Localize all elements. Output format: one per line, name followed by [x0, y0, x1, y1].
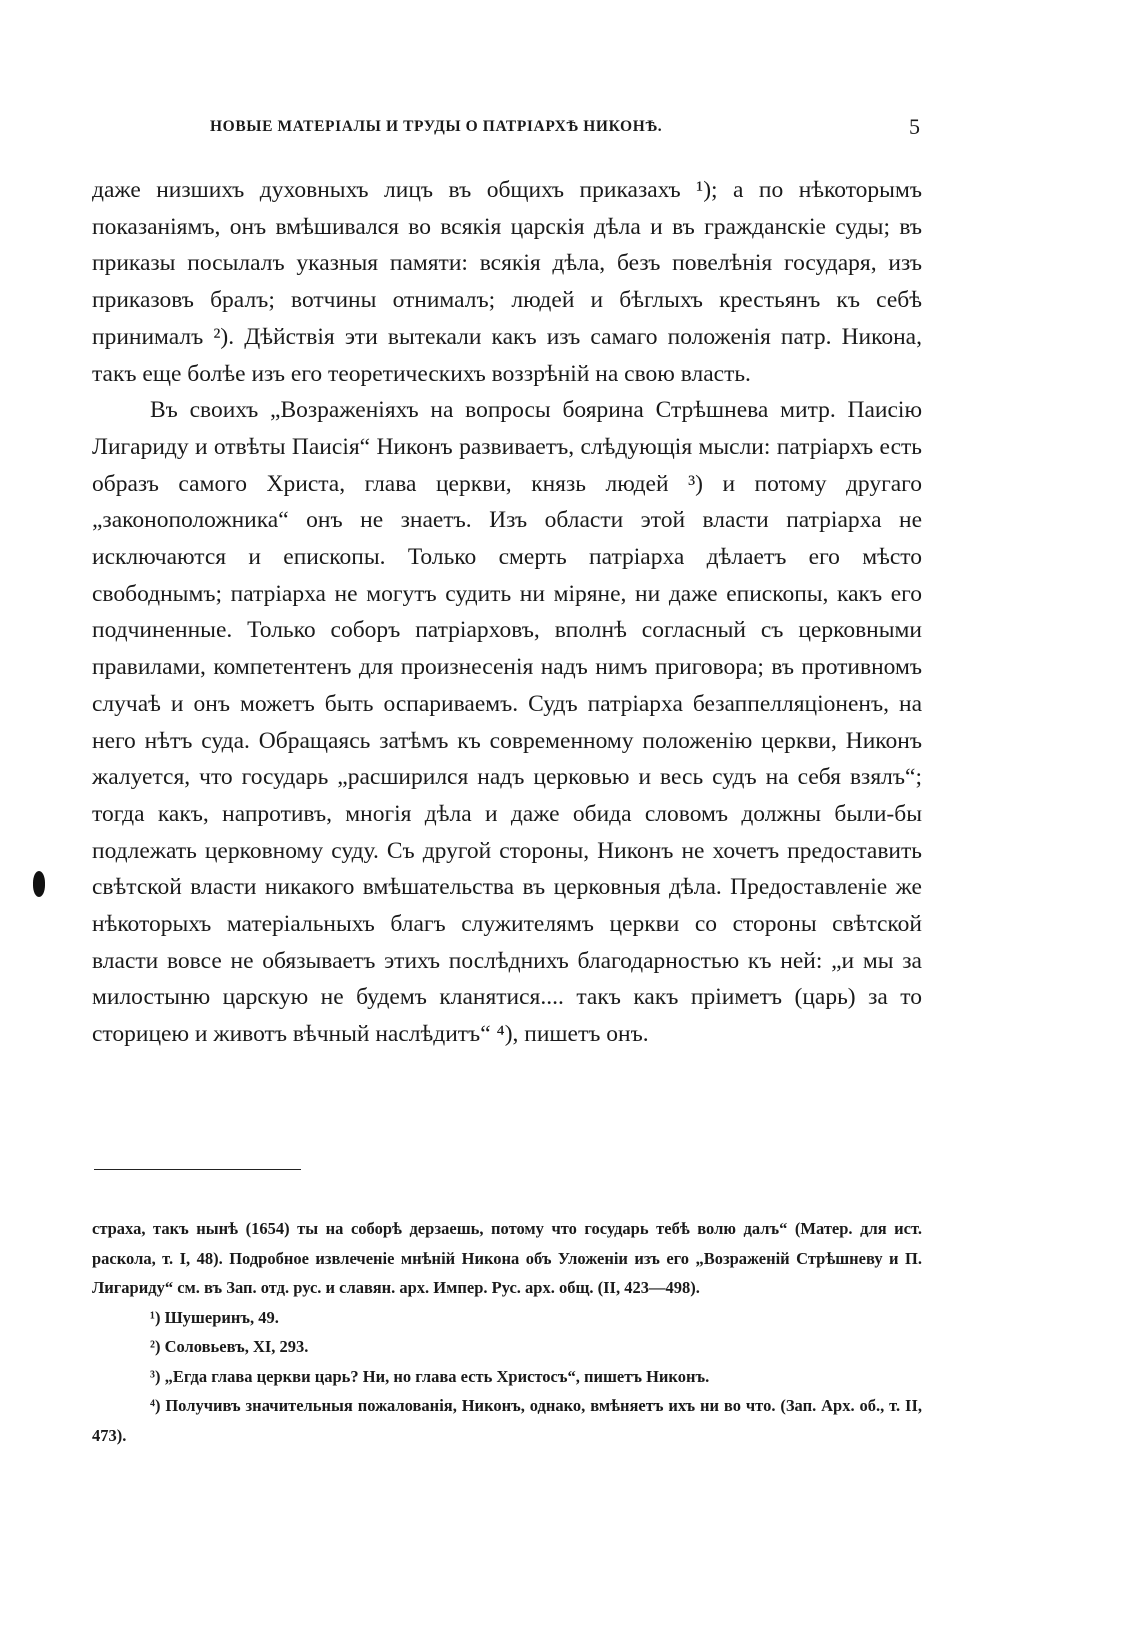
main-text [92, 172, 922, 1053]
page-header [92, 114, 920, 148]
footnote-2: ²) Соловьевъ, XI, 293. [150, 1337, 309, 1356]
paragraph-2: Въ своихъ „Возраженіяхъ на вопросы боярина Стрѣшнева митр. Паисію Лигариду и отвѣты Паисія“ Никонъ развиваетъ, слѣдующія мысли: патріархъ есть образъ самого Христа, глава церкви, князь людей ³) и потому другаго „законоположника“ онъ не знаетъ. Изъ области этой власти патріарха не исключаются и епископы. Только смерть патріарха дѣлаетъ его мѣсто свободнымъ; патріарха не могутъ судить ни міряне, ни даже епископы, какъ его подчиненные. Только соборъ патріарховъ, вполнѣ согласный съ церковными правилами, компетентенъ для произнесенія надъ нимъ приговора; въ противномъ случаѣ и онъ можетъ быть оспариваемъ. Судъ патріарха безаппелляціоненъ, на него нѣтъ суда. Обращаясь затѣмъ къ современному положенію церкви, Никонъ жалуется, что государь „расширился надъ церковью и весь судъ на себя взялъ“; тогда какъ, напротивъ, многія дѣла и даже обида словомъ должны были-бы подлежать церковному суду. Съ другой стороны, Никонъ не хочетъ предоставить свѣтской власти никакого вмѣшательства въ церковныя дѣла. Предоставленіе же нѣкоторыхъ матеріальныхъ благъ служителямъ церкви со стороны свѣтской власти вовсе не обязываетъ этихъ послѣднихъ благодарностью къ ней: „и мы за милостыню царскую не будемъ кланятися.... такъ какъ пріиметъ (царь) за то сторицею и животъ вѣчный наслѣдитъ“ ⁴), пишетъ онъ. [92, 397, 922, 1048]
footnote-3: ³) „Егда глава церкви царь? Ни, но глава есть Христосъ“, пишетъ Никонъ. [150, 1366, 710, 1386]
running-title: НОВЫЕ МАТЕРІАЛЫ И ТРУДЫ О ПАТРІАРХѢ НИКОНѢ. [210, 118, 663, 135]
footnote-1: ¹) Шушеринъ, 49. [150, 1307, 279, 1327]
footnote-continuation: страха, такъ нынѣ (1654) ты на соборѣ дерзаешь, потому что государь тебѣ волю далъ“ (Матер. для ист. раскола, т. I, 48). Подробное извлеченіе мнѣній Никона объ Уложеніи изъ его „Возраженій Стрѣшневу и П. Лигариду“ см. въ Зап. отд. рус. и славян. арх. Импер. Рус. арх. общ. (II, 423—498). [92, 1219, 922, 1297]
footnote-4: ⁴) Получивъ значительныя пожалованія, Никонъ, однако, вмѣняетъ ихъ ни во что. (Зап. Арх. об., т. II, 473). [92, 1396, 922, 1445]
ink-blot-mark [33, 871, 45, 897]
paragraph-1: даже низшихъ духовныхъ лицъ въ общихъ приказахъ ¹); а по нѣкоторымъ показаніямъ, онъ вмѣшивался во всякія царскія дѣла и въ гражданскіе суды; въ приказы посылалъ указныя памяти: всякія дѣла, безъ повелѣнія государя, изъ приказовъ бралъ; вотчины отнималъ; людей и бѣглыхъ крестьянъ къ себѣ принималъ ²). Дѣйствія эти вытекали какъ изъ самаго положенія патр. Никона, такъ еще болѣе изъ его теоретическихъ воззрѣній на свою власть. [92, 177, 922, 387]
footnotes [92, 1214, 922, 1450]
footnote-separator [94, 1169, 301, 1170]
page-number: 5 [909, 114, 920, 139]
